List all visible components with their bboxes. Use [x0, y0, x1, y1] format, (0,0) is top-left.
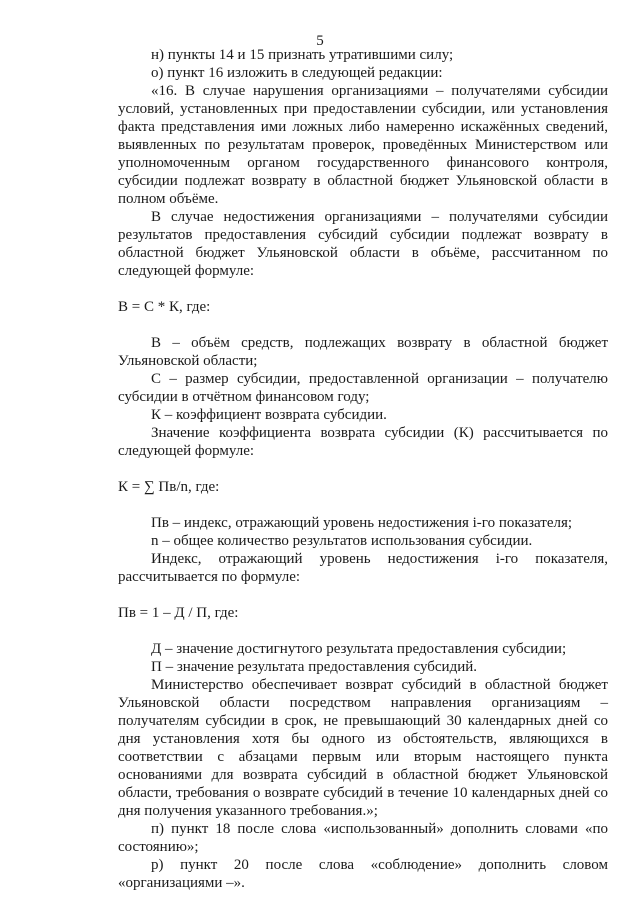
- paragraph-p: п) пункт 18 после слова «использованный» дополнить словами «по состоянию»;: [118, 821, 608, 855]
- formula-1-text: В = С * К, где:: [118, 299, 211, 315]
- definition-pv: Пв – индекс, отражающий уровень недостижения i-го показателя;: [151, 515, 573, 531]
- paragraph-index: Индекс, отражающий уровень недостижения i-го показателя, рассчитывается по формуле:: [118, 551, 608, 585]
- formula-3: [118, 586, 608, 640]
- paragraph-nedostizhenie: В случае недостижения организациями – получателями субсидии результатов предоставления субсидий субсидии подлежат возврату в областной бюджет Ульяновской области в объёме, рассчитанном по следующей формуле:: [118, 209, 608, 279]
- definition-n: n – общее количество результатов использования субсидии.: [151, 533, 533, 549]
- definition-k: К – коэффициент возврата субсидии.: [151, 407, 387, 423]
- document-body: [118, 46, 608, 892]
- page-number: 5: [316, 33, 324, 49]
- definition-p: П – значение результата предоставления субсидий.: [151, 659, 478, 675]
- formula-2-text: К = ∑ Пв/n, где:: [118, 479, 220, 495]
- formula-1: [118, 280, 608, 334]
- definition-d: Д – значение достигнутого результата предоставления субсидии;: [151, 641, 567, 657]
- formula-2: [118, 460, 608, 514]
- formula-3-text: Пв = 1 – Д / П, где:: [118, 605, 239, 621]
- paragraph-n: н) пункты 14 и 15 признать утратившими силу;: [151, 47, 454, 63]
- paragraph-ministerstvo: Министерство обеспечивает возврат субсидий в областной бюджет Ульяновской области посредством направления организациям – получателям субсидии в срок, не превышающий 30 календарных дней со дня установления хотя бы одного из обстоятельств, являющихся в соответствии с абзацами первым или вторым настоящего пункта основаниями для возврата субсидий в областной бюджет Ульяновской области, требования о возврате субсидий в течение 10 календарных дней со дня получения указанного требования.»;: [118, 677, 608, 819]
- paragraph-16: «16. В случае нарушения организациями – получателями субсидии условий, установленных при предоставлении субсидии, или установления факта представления ими ложных либо намеренно искажённых сведений, выявленных по результатам проверок, проведённых Министерством или уполномоченным органом государственного финансового контроля, субсидии подлежат возврату в областной бюджет Ульяновской области в полном объёме.: [118, 83, 608, 207]
- definition-c: С – размер субсидии, предоставленной организации – получателю субсидии в отчётном финансовом году;: [118, 371, 608, 405]
- paragraph-koefficient: Значение коэффициента возврата субсидии (К) рассчитывается по следующей формуле:: [118, 425, 608, 459]
- paragraph-o: о) пункт 16 изложить в следующей редакции:: [151, 65, 443, 81]
- definition-v: В – объём средств, подлежащих возврату в областной бюджет Ульяновской области;: [118, 335, 608, 369]
- paragraph-r: р) пункт 20 после слова «соблюдение» дополнить словом «организациями –».: [118, 857, 608, 891]
